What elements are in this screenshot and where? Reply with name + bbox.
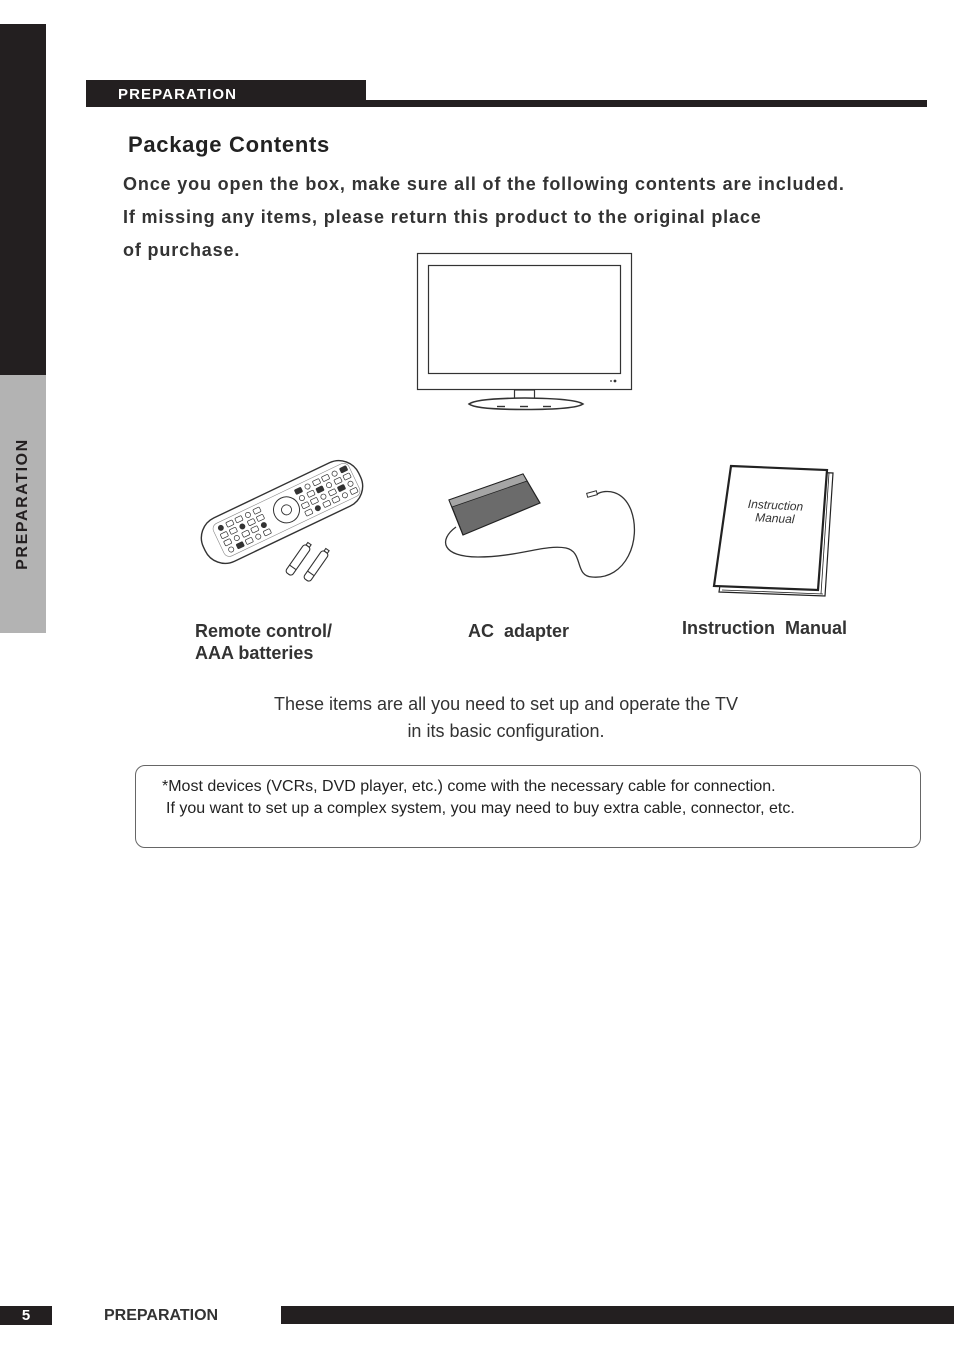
ac-adapter-illustration [446, 474, 635, 577]
remote-control-illustration [194, 453, 370, 570]
batteries-illustration [285, 541, 331, 582]
page-number: 5 [0, 1306, 52, 1325]
page-title: Package Contents [128, 132, 330, 157]
intro-line-1: Once you open the box, make sure all of the following contents are included. [123, 174, 845, 194]
instruction-manual-illustration [714, 466, 833, 596]
tv-illustration [418, 254, 632, 410]
intro-line-2: If missing any items, please return this product to the original place [123, 207, 762, 227]
manual-label: Instruction Manual [682, 618, 848, 638]
intro-line-3: of purchase. [123, 240, 241, 260]
adapter-label: AC adapter [468, 621, 570, 641]
manual-cover-title-1: Instruction [747, 496, 804, 514]
section-header-label: PREPARATION [118, 86, 238, 103]
manual-cover-title-2: Manual [754, 510, 795, 527]
note-line-1: *Most devices (VCRs, DVD player, etc.) come with the necessary cable for connection. [162, 778, 776, 795]
summary-line-2: in its basic configuration. [407, 721, 605, 741]
remote-label-line-2: AAA batteries [195, 643, 314, 663]
side-tab-label: PREPARATION [14, 438, 31, 570]
summary-line-1: These items are all you need to set up and operate the TV [274, 694, 738, 714]
remote-label-line-1: Remote control/ [195, 621, 333, 641]
footer-rule [281, 1306, 954, 1324]
footer-section-label: PREPARATION [104, 1307, 219, 1324]
note-line-2: If you want to set up a complex system, you may need to buy extra cable, connector, etc. [166, 800, 795, 817]
